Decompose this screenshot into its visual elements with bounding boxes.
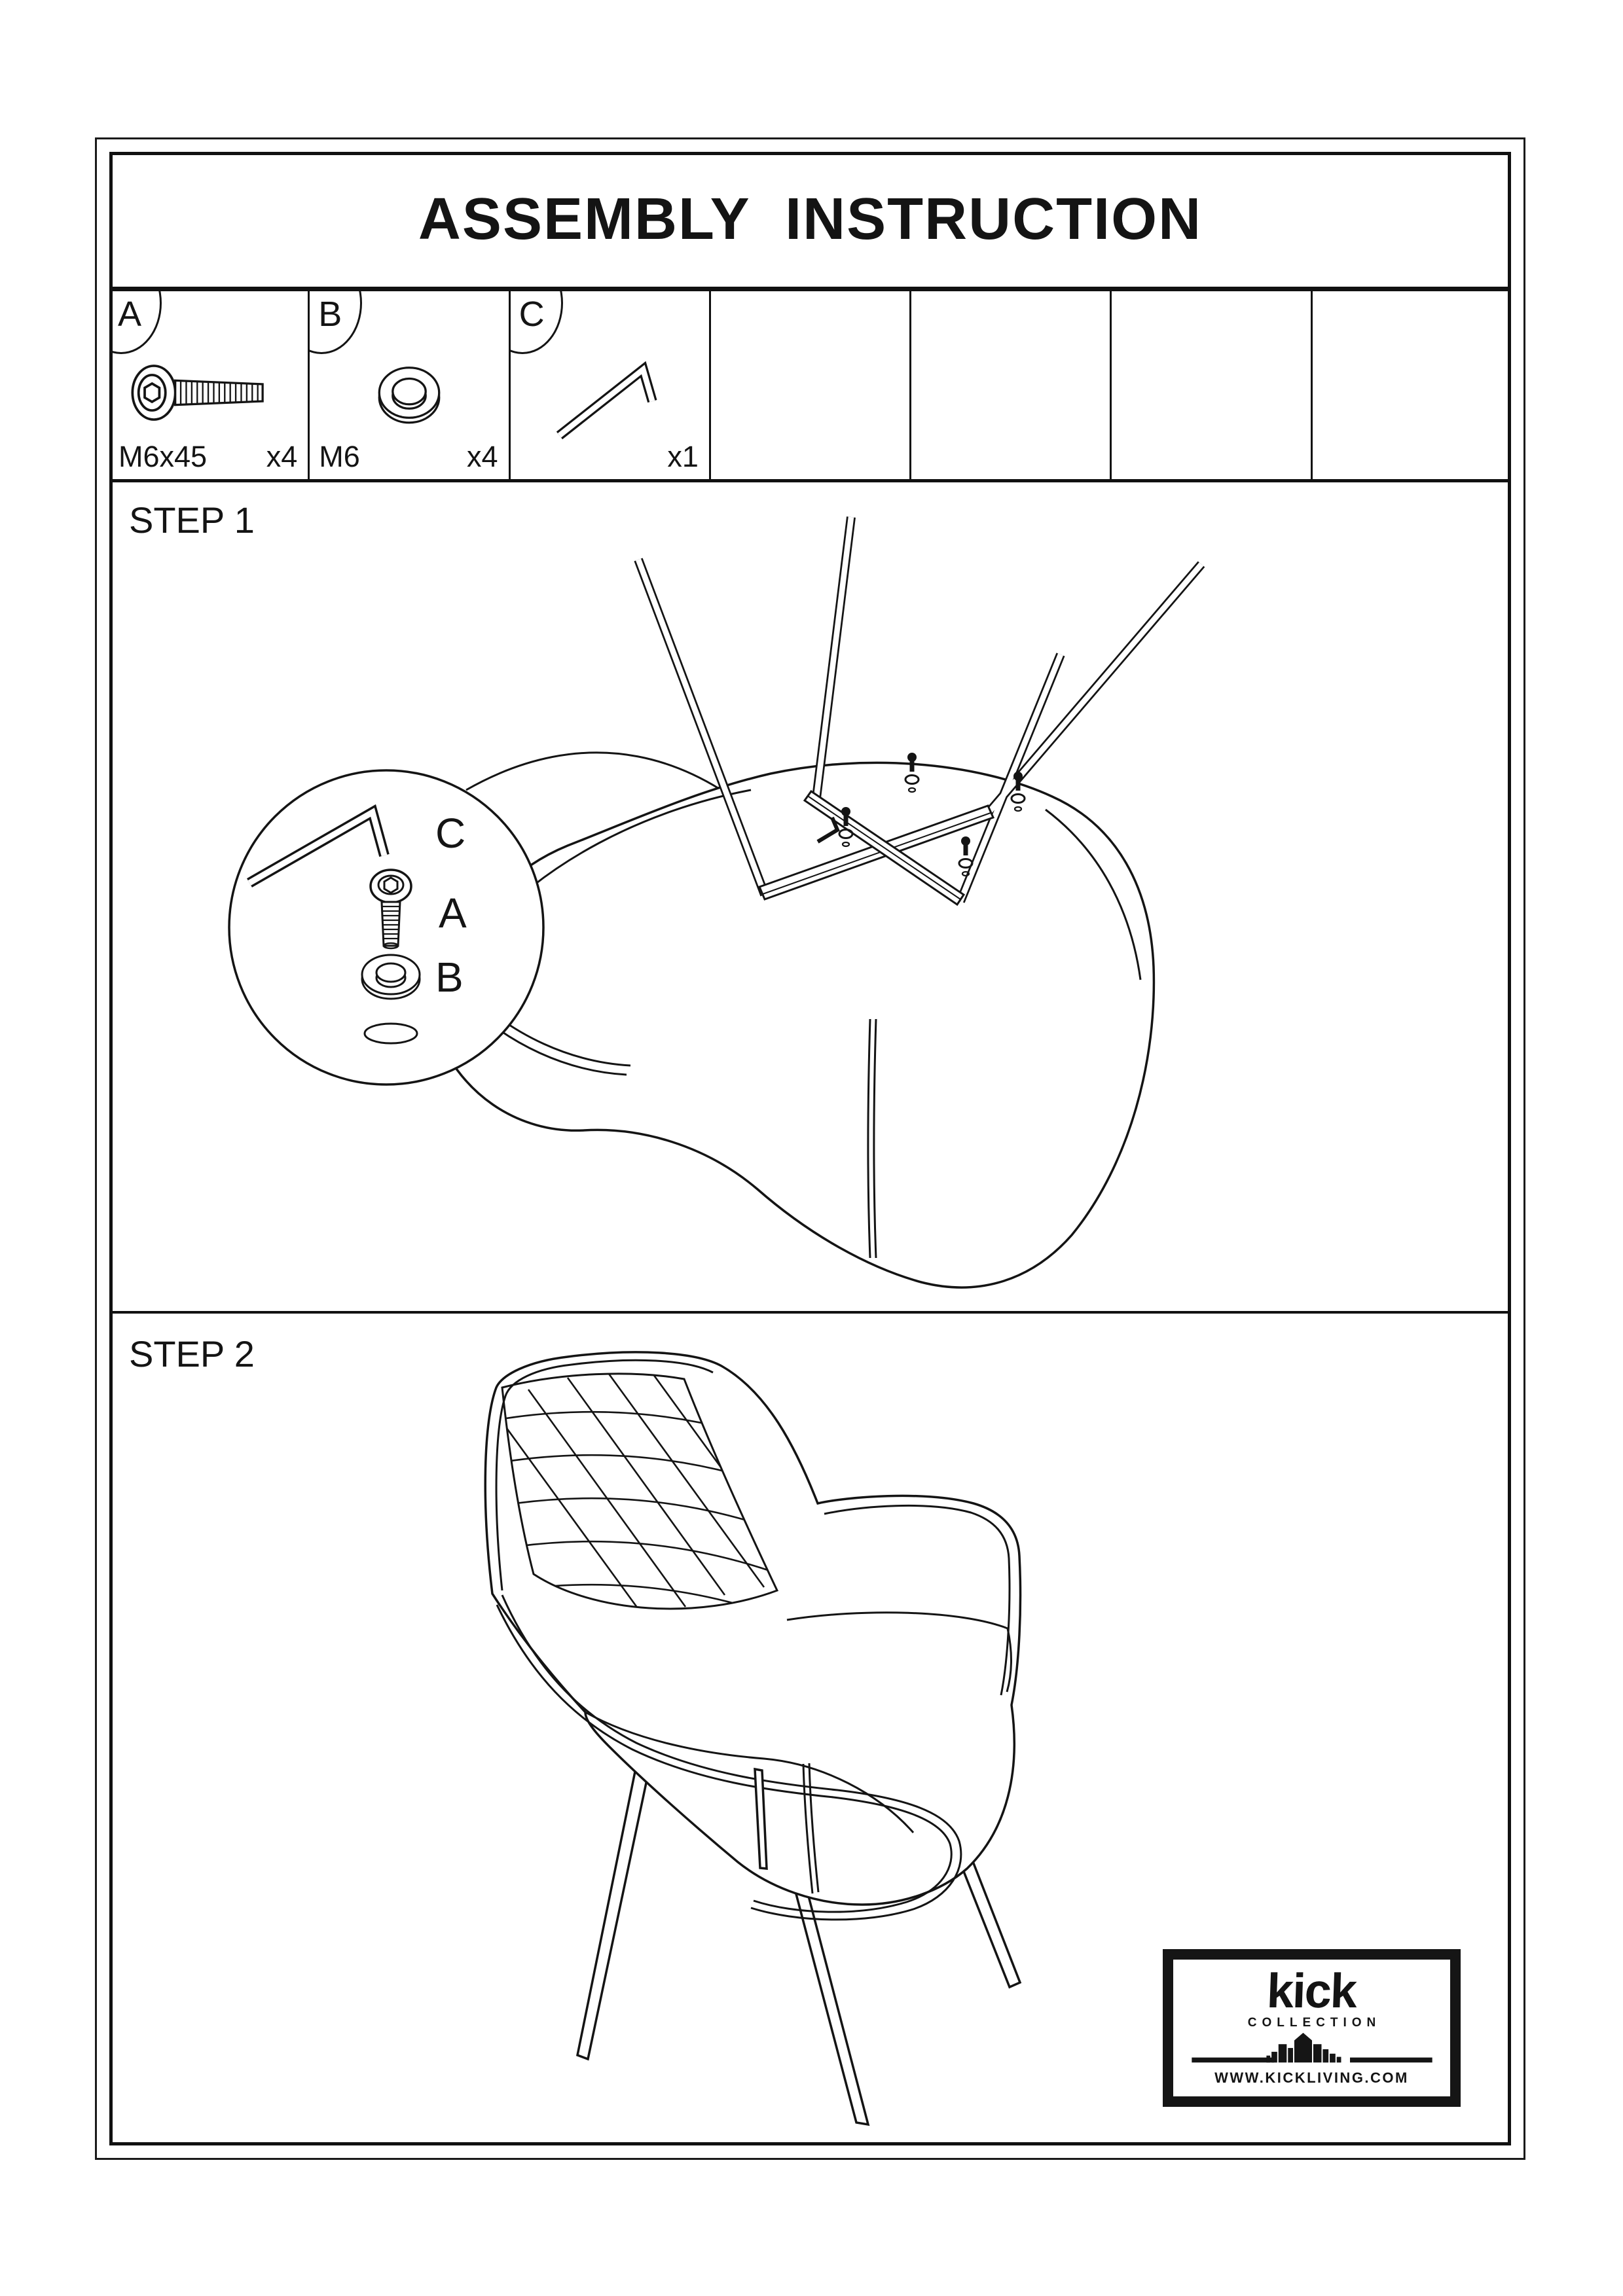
- skyline-icon: [1181, 2030, 1443, 2068]
- part-cell-empty-1: [711, 291, 911, 479]
- part-cell-empty-4: [1313, 291, 1511, 479]
- part-letter-b: B: [318, 295, 342, 334]
- part-letter-a: A: [118, 295, 142, 334]
- part-cell-b: [310, 291, 510, 479]
- callout-washer-icon: [362, 955, 420, 999]
- part-qty: x1: [667, 440, 699, 473]
- chair-body-shell: [485, 1352, 1020, 1905]
- brand-collection-label: COLLECTION: [1247, 2015, 1381, 2030]
- brand-box: [1163, 1949, 1461, 2107]
- part-cell-empty-2: [911, 291, 1112, 479]
- step1-label: STEP 1: [129, 499, 255, 541]
- brand-website: WWW.KICKLIVING.COM: [1214, 2069, 1409, 2086]
- part-size: M6x45: [119, 440, 208, 473]
- title-bar: [109, 152, 1511, 291]
- part-cell-empty-3: [1112, 291, 1312, 479]
- part-size: M6: [319, 440, 360, 473]
- allen-key-icon: [518, 331, 701, 455]
- part-qty: x4: [467, 440, 498, 473]
- parts-table: [109, 291, 1511, 482]
- step2-label: STEP 2: [129, 1333, 255, 1374]
- part-qty: x4: [266, 440, 298, 473]
- callout-label-a: A: [439, 889, 467, 937]
- seat-shell-underside: [432, 762, 1154, 1287]
- callout-label-c: C: [435, 810, 466, 857]
- page-title: ASSEMBLY INSTRUCTION: [418, 186, 1203, 252]
- brand-logo: kick: [1266, 1964, 1357, 2018]
- step1-upside-down-chair-drawing: [109, 482, 1511, 1312]
- part-cell-a: [109, 291, 310, 479]
- callout-hole-icon: [365, 1024, 417, 1043]
- callout-label-b: B: [435, 954, 464, 1001]
- part-cell-c: [511, 291, 711, 479]
- washer-icon: [318, 331, 501, 455]
- part-letter-c: C: [519, 295, 545, 334]
- bolt-icon: [117, 331, 301, 455]
